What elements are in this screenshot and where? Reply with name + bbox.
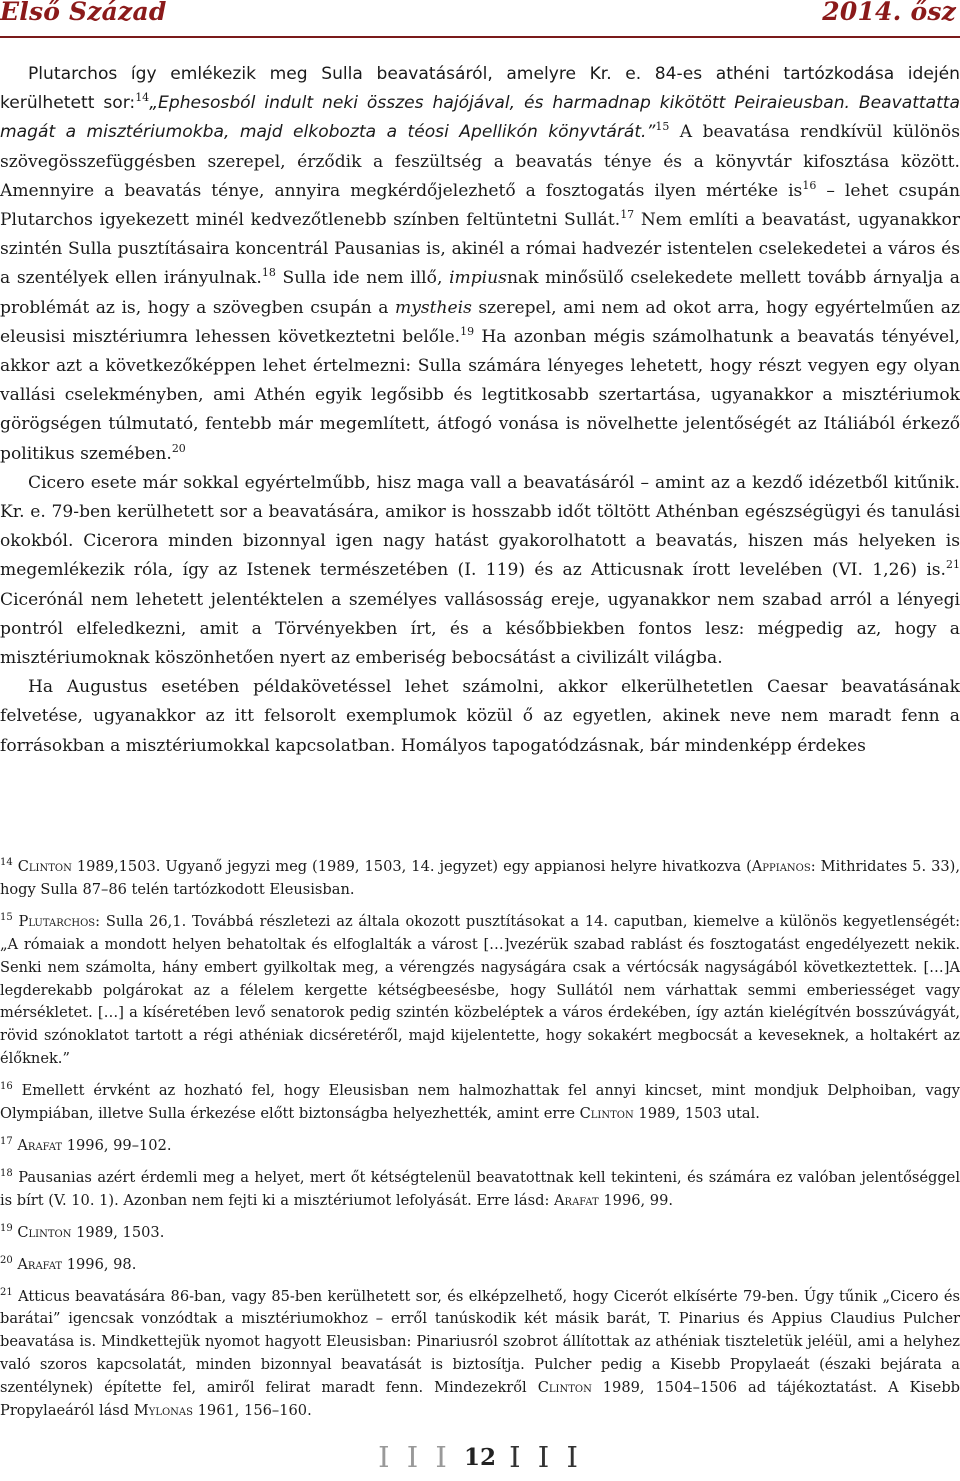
footnotes xyxy=(0,856,960,1432)
footnote xyxy=(0,911,960,1071)
text-run: Clinton xyxy=(12,1223,72,1241)
text-run: Atticus beavatására 86-ban, vagy 85-ben kerülhetett sor, és elképzelhető, hogy Cicerót elkísérte 79-ben. Úgy tűnik „Cicero és barátai” igencsak vonzódtak a misztériumokhoz – erről tanúskodik két másik barát, T. Pinarius és Appius Claudius Pulcher beavatása is. Mindkettejük nyomot hagyott Eleusisban: Pinariusról szobrot állítottak az athéniak tiszteletük jeléül, ami a helyhez való szoros kapcsolatát, minden bizonnyal beavatását is biztosítja. Pulcher pedig a Kisebb Propylaeát (északi bejárata a szentélynek) építette fel, amiről felirat maradt fenn. Mindezekről xyxy=(0,1287,960,1397)
footnote-ref: 20 xyxy=(171,441,186,455)
footnote xyxy=(0,1254,960,1277)
footnote xyxy=(0,1135,960,1158)
text-run: Clinton xyxy=(579,1105,634,1123)
journal-title: Első Század xyxy=(0,0,167,26)
footnote-ref: 20 xyxy=(0,1254,13,1266)
text-run: : Mithridates 5. 33), hogy Sulla 87–86 telén tartózkodott Eleusisban. xyxy=(0,858,960,898)
footnote-ref: 21 xyxy=(0,1286,13,1298)
page-footer xyxy=(0,1440,960,1474)
text-run: Arafat xyxy=(12,1136,63,1154)
footnote-ref: 17 xyxy=(620,208,635,222)
running-header xyxy=(0,0,960,38)
text-run: nak minősülő cselekedete mellett tovább árnyalja a problémát az is, hogy a szövegben csupán a xyxy=(0,268,960,318)
paragraph xyxy=(0,673,960,761)
text-run: Plutarchos xyxy=(12,912,96,930)
footer-ornament-right: I I I xyxy=(509,1440,582,1474)
text-run: 1996, 99. xyxy=(598,1191,674,1209)
page-number: 12 xyxy=(463,1443,496,1471)
text-run: Sulla ide nem illő, xyxy=(275,268,450,289)
footnote xyxy=(0,1222,960,1245)
text-run: 1961, 156–160. xyxy=(193,1402,312,1420)
text-run: 1996, 98. xyxy=(62,1255,137,1273)
footnote-ref: 21 xyxy=(946,558,960,572)
text-run: Clinton xyxy=(537,1379,592,1397)
text-run: mystheis xyxy=(394,297,472,318)
text-run: 1989, 1504–1506 ad tájékoztatást. A Kisebb Propylaeáról lásd xyxy=(0,1379,960,1420)
text-run: Ha azonban mégis számolhatunk a beavatás tényével, akkor azt a következőképpen lehet értelmezni: Sulla számára lényeges lehetett, hogy részt vegyen egy olyan vallási cselekményben, ami Athén egyik legősibb és legtitkosabb szertartása, ugyanakkor a misztériumok görögségen túlmutató, fentebb már megemlített, átfogó vonása is növelhette jelentőségét az Itáliából érkező politikus szemében. xyxy=(0,326,960,464)
text-run: Pausanias azért érdemli meg a helyet, mert őt kétségtelenül beavatottnak kell tekinteni, és számára ez valóban jelentőséggel is bírt (V. 10. 1). Azonban nem fejti ki a misztériumot lefolyását. Erre lásd: xyxy=(0,1168,960,1209)
paragraph xyxy=(0,469,960,673)
footnote xyxy=(0,1080,960,1126)
text-run: Plutarchos így emlékezik meg Sulla beavatásáról, amelyre Kr. e. 84-es athéni tartózkodása idején kerülhetett sor: xyxy=(0,64,960,114)
text-run: A beavatása rendkívül különös szövegösszefüggésben szerepel, érződik a feszültség a beavatás ténye és a könyvtár kifosztása között. Amennyire a beavatás ténye, annyira megkérdőjelezhető a fosztogatás ilyen mértéke is xyxy=(0,122,960,201)
text-run: „Ephesosból indult neki összes hajójával, és harmadnap kikötött Peiraieusban. Beavattatta magát a misztériumokba, majd elkobozta a téosi Apellikón könyvtárát.” xyxy=(0,93,960,143)
text-run: Cicero esete már sokkal egyértelműbb, hisz maga vall a beavatásáról – amint az a kezdő idézetből kitűnik. Kr. e. 79-ben kerülhetett sor a beavatására, amikor is hosszabb időt töltött Athénban egészségügyi és tanulási okokból. Cicerora minden bizonnyal igen nagy hatást gyakorolhatott a beavatás, hiszen más helyeken is megemlékezik róla, így az Istenek természetében (I. 119) és az Atticusnak írott levelében (VI. 1,26) is. xyxy=(0,472,960,581)
footnote-ref: 15 xyxy=(0,911,13,923)
main-text xyxy=(0,60,960,761)
footnote-ref: 18 xyxy=(0,1167,13,1179)
footnote-ref: 15 xyxy=(655,120,670,134)
footnote-ref: 14 xyxy=(135,91,150,105)
text-run: Arafat xyxy=(12,1255,63,1273)
text-run: Clinton xyxy=(12,858,72,875)
text-run: Arafat xyxy=(554,1191,599,1209)
footnote xyxy=(0,1167,960,1213)
text-run: Emellett érvként az hozható fel, hogy Eleusisban nem halmozhattak fel annyi kincset, mint mondjuk Delphoiban, vagy Olympiában, illetve Sulla érkezése előtt biztonságba helyezhették, amint erre xyxy=(0,1082,960,1123)
text-run: 1989, 1503 utal. xyxy=(633,1105,760,1123)
text-run: Mylonas xyxy=(133,1402,193,1420)
text-run: – lehet csupán Plutarchos igyekezett minél kedvezőtlenebb színben feltüntetni Sullát. xyxy=(0,180,960,231)
footnote-ref: 14 xyxy=(0,857,13,868)
text-run: : Sulla 26,1. Továbbá részletezi az általa okozott pusztításokat a 14. caputban, kiemelve a különös kegyetlenségét: „A rómaiak a mondott helyen behatoltak és elfoglalták a várost […]vezérük szabad rablást és fosztogatást engedélyezett nekik. Senki nem számolta, hány embert gyilkoltak meg, a vérengzés nagyságára csak a vértócsák nagyságából következtettek. […]A legderekabb polgárokat az a félelem kergette kétségbeesésbe, hogy Sullától nem várhattak semmi emberiességet vagy mérsékletet. […] a kíséretében levő senatorok pedig szintén közbeléptek a város érdekében, így aztán kielégítvén bosszúvágyát, rövid szónoklatot tartott a régi athéniak dicséretéről, majd kijelentette, hogy sokakért megbocsát a keveseknek, a holtakért az élőknek.” xyxy=(0,912,960,1068)
text-run: 1989, 1503. xyxy=(71,1223,165,1241)
footnote xyxy=(0,856,960,902)
footnote-ref: 17 xyxy=(0,1135,13,1147)
text-run: impius xyxy=(449,268,507,289)
text-run: Ha Augustus esetében példakövetéssel lehet számolni, akkor elkerülhetetlen Caesar beavatásának felvetése, ugyanakkor az itt felsorolt exemplumok közül ő az egyetlen, akinek neve nem maradt fenn a forrásokban a misztériumokkal kapcsolatban. Homályos tapogatódzásnak, bár mindenképp érdekes xyxy=(0,677,960,756)
text-run: Nem említi a beavatást, ugyanakkor szintén Sulla pusztításaira koncentrál Pausanias is, akinél a római hadvezér istentelen cselekedetei a város és a szentélyek ellen irányulnak. xyxy=(0,210,960,289)
text-run: szerepel, ami nem ad okot arra, hogy egyértelműen az eleusisi misztériumra lehessen következtetni belőle. xyxy=(0,297,960,347)
footnote-ref: 16 xyxy=(802,178,817,192)
paragraph xyxy=(0,60,960,469)
footnote-ref: 19 xyxy=(0,1222,13,1234)
text-run: 1996, 99–102. xyxy=(62,1136,172,1154)
footnote-ref: 16 xyxy=(0,1081,13,1093)
text-run: Cicerónál nem lehetett jelentéktelen a személyes vallásosság ereje, ugyanakkor nem szabad arról a lényegi pontról elfeledkezni, amit a Törvényekben írt, és a későbbiekben fontos lesz: mégpedig az, hogy a misztériumoknak köszönhetően nyert az emberiség bebocsátást a civilizált világba. xyxy=(0,589,960,669)
footnote xyxy=(0,1286,960,1423)
text-run: 1989,1503. Ugyanő jegyzi meg (1989, 1503, 14. jegyzet) egy appianosi helyre hivatkozva ( xyxy=(71,858,752,875)
footer-ornament-left: I I I xyxy=(378,1440,451,1474)
text-run: Appianos xyxy=(751,858,811,875)
footnote-ref: 19 xyxy=(460,324,475,338)
footnote-ref: 18 xyxy=(261,266,276,280)
issue-label: 2014. ősz xyxy=(822,0,956,26)
